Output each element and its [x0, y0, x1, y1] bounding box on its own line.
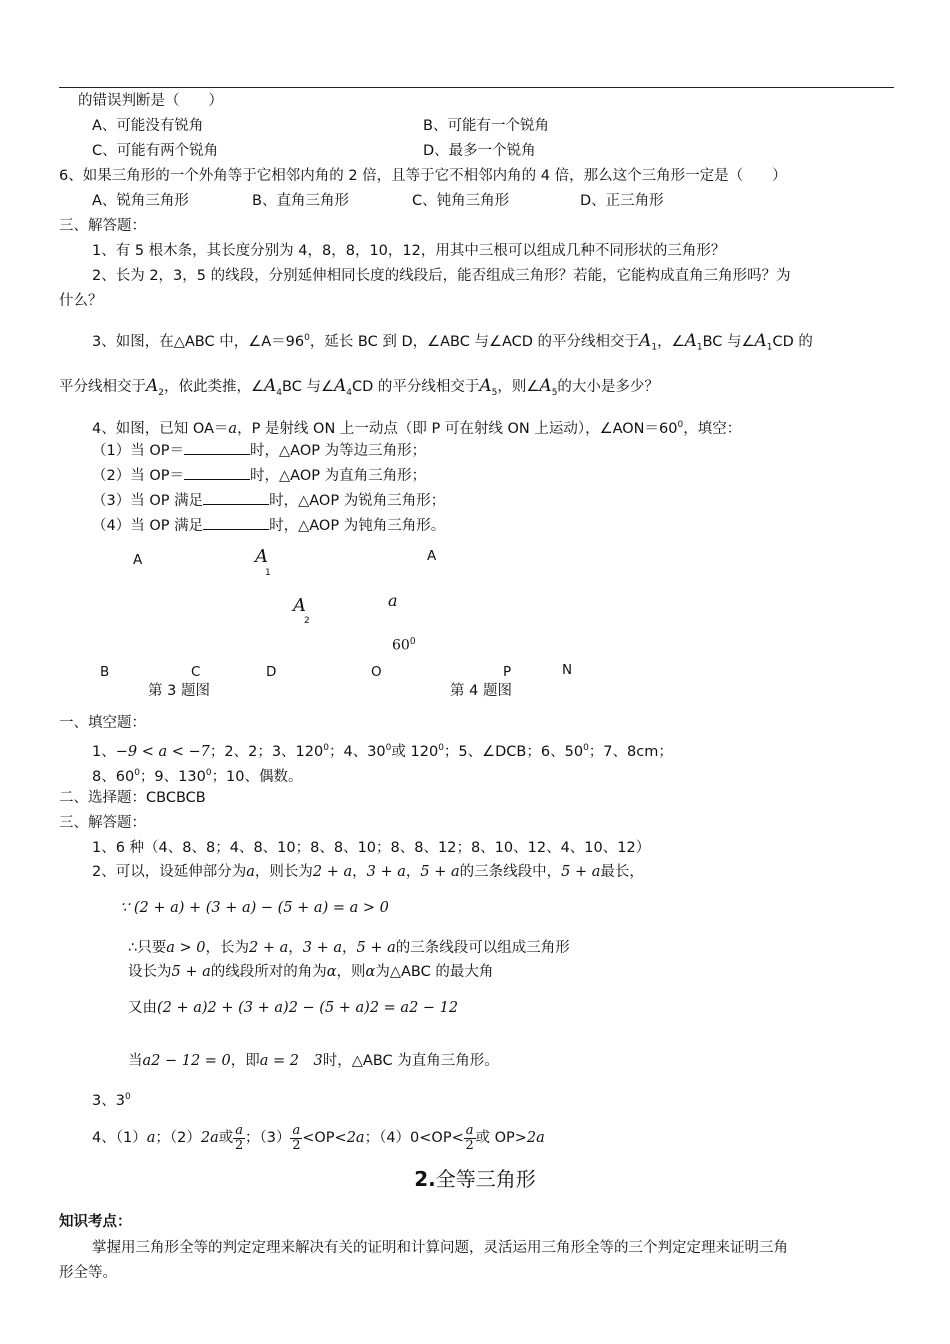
answers-section1-heading: 一、填空题：: [59, 715, 146, 731]
section-title: 2.全等三角形: [414, 1167, 536, 1191]
knowledge-points-line2: 形全等。: [59, 1265, 117, 1281]
q6-option-a: A、锐角三角形: [92, 193, 189, 209]
answer-2-also: 又由(2 + a)2 + (3 + a)2 − (5 + a)2 = a2 − 12: [128, 1000, 459, 1016]
problem-4-sub4: （4）当 OP 满足 时，△AOP 为钝角三角形。: [92, 515, 445, 536]
fig4-angle-label: $60^0$: [392, 637, 416, 654]
problem-4-sub1: （1）当 OP＝ 时，△AOP 为等边三角形；: [92, 440, 426, 461]
fig4-label-a-side: a: [388, 591, 398, 610]
fig4-label-o: O: [371, 664, 382, 680]
fig3-label-b: B: [100, 664, 110, 680]
section3-heading: 三、解答题：: [59, 218, 146, 234]
answer-3: 3、$3^0$: [92, 1092, 131, 1109]
answer-2-so: ∴只要a > 0，长为2 + a，3 + a，5 + a的三条线段可以组成三角形: [128, 940, 570, 956]
problem-2-line2: 什么？: [59, 293, 103, 309]
answer-blank[interactable]: [203, 515, 269, 530]
q5-option-c: C、可能有两个锐角: [92, 143, 219, 159]
answer-2-set: 设长为5 + a的线段所对的角为α，则α为△ABC 的最大角: [128, 964, 494, 980]
fig4-label-n: N: [562, 662, 573, 678]
fraction: $\frac{a}{2}$: [292, 1122, 301, 1153]
fig4-caption: 第 4 题图: [450, 683, 512, 699]
problem-2-line1: 2、长为 2，3，5 的线段，分别延伸相同长度的线段后，能否组成三角形？若能，它能构成直角三角形吗？为: [92, 268, 791, 284]
fig3-label-a2-sub: 2: [304, 616, 310, 626]
problem-1: 1、有 5 根木条，其长度分别为 4，8，8，10，12，用其中三根可以组成几种不同形状的三角形？: [92, 243, 726, 259]
answer-blank[interactable]: [184, 465, 250, 480]
q6-option-d: D、正三角形: [580, 193, 664, 209]
answer-4: 4、（1）a；（2）2a或 $\frac{a}{2}$ ；（3） $\frac{a}{2}$ <OP<2a；（4）0<OP< $\frac{a}{2}$ 或 OP>2a: [92, 1122, 545, 1153]
knowledge-points-heading: 知识考点：: [59, 1214, 132, 1230]
problem-4-sub3: （3）当 OP 满足 时，△AOP 为锐角三角形；: [92, 490, 445, 511]
q6-option-c: C、钝角三角形: [412, 193, 510, 209]
fig4-label-p: P: [503, 664, 512, 680]
fig3-label-a1: A: [255, 546, 268, 567]
answer-blank[interactable]: [203, 490, 269, 505]
fig3-label-a: A: [133, 552, 143, 568]
answer-2-when: 当a2 − 12 = 0，即a = 2 3时，△ABC 为直角三角形。: [128, 1053, 499, 1069]
answers-choice: 二、选择题：CBCBCB: [59, 790, 206, 806]
answers-fill-line2: 8、$60^0$；9、$130^0$；10、偶数。: [92, 768, 303, 785]
fig3-label-c: C: [191, 664, 201, 680]
q6-stem: 6、如果三角形的一个外角等于它相邻内角的 2 倍，且等于它不相邻内角的 4 倍，那么这个三角形一定是（ ）: [59, 168, 787, 184]
q5-option-d: D、最多一个锐角: [423, 143, 536, 159]
problem-4-stem: 4、如图，已知 OA＝a，P 是射线 ON 上一动点（即 P 可在射线 ON 上运动），$\angle AON=60^0$，填空：: [92, 420, 742, 437]
q6-option-b: B、直角三角形: [252, 193, 349, 209]
answers-section3-heading: 三、解答题：: [59, 815, 146, 831]
problem-3-line1: 3、如图，在△ABC 中，$\angle A=96^0$，延长 BC 到 D，∠ABC 与∠ACD 的平分线相交于$A_1$，$\angle A_1BC$ 与$\angle A_1CD$ 的: [92, 330, 813, 353]
header-rule: [59, 87, 894, 88]
fraction: $\frac{a}{2}$: [234, 1122, 244, 1153]
answer-blank[interactable]: [184, 440, 250, 455]
q5-option-a: A、可能没有锐角: [92, 118, 204, 134]
answer-2-line1: 2、可以，设延伸部分为a，则长为2 + a，3 + a，5 + a的三条线段中，5 + a最长，: [92, 864, 644, 880]
fig3-label-a2: A: [293, 595, 306, 616]
q5-option-b: B、可能有一个锐角: [423, 118, 549, 134]
answers-fill-line1: 1、−9 < a < −7；2、2；3、$120^0$；4、$30^0$或 $120^0$；5、∠DCB；6、$50^0$；7、8cm；: [92, 743, 673, 760]
fig3-label-d: D: [266, 664, 277, 680]
fig4-label-a: A: [427, 548, 437, 564]
answer-2-because: ∵ (2 + a) + (3 + a) − (5 + a) = a > 0: [120, 900, 389, 916]
fig3-label-a1-sub: 1: [265, 568, 271, 578]
problem-3-line2: 平分线相交于$A_2$，依此类推，$\angle A_4BC$ 与$\angle A_4CD$ 的平分线相交于$A_5$，则$\angle A_5$的大小是多少？: [59, 376, 659, 398]
answer-1: 1、6 种（4、8、8；4、8、10；8、8、10；8、8、12；8、10、12、4、10、12）: [92, 840, 651, 856]
fraction: $\frac{a}{2}$: [465, 1122, 474, 1153]
fig3-caption: 第 3 题图: [148, 683, 210, 699]
knowledge-points-line1: 掌握用三角形全等的判定定理来解决有关的证明和计算问题，灵活运用三角形全等的三个判定定理来证明三角: [92, 1240, 788, 1256]
q5-stem-tail: 的错误判断是（ ）: [78, 93, 223, 109]
problem-4-sub2: （2）当 OP＝ 时，△AOP 为直角三角形；: [92, 465, 426, 486]
